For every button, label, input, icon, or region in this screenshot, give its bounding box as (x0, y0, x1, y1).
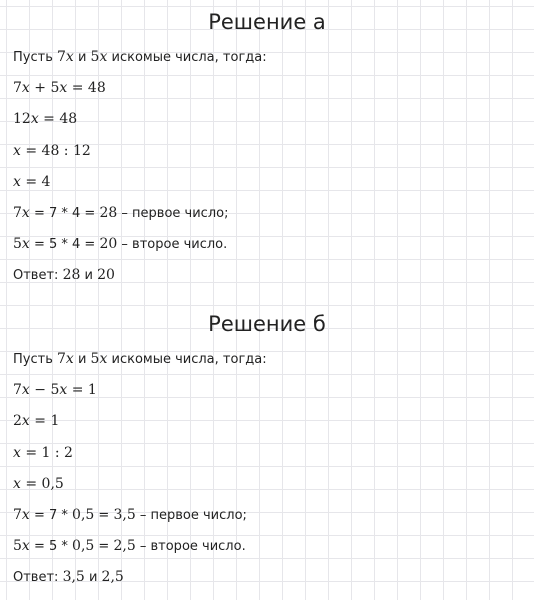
solution-a-second-number: 5x = 5 * 4 = 20 – второе число. (13, 236, 228, 253)
solution-b-intro: Пусть 7x и 5x искомые числа, тогда: (13, 351, 267, 367)
solution-a-title: Решение а (208, 10, 326, 34)
solution-a-intro: Пусть 7x и 5x искомые числа, тогда: (13, 49, 267, 65)
solution-b-title: Решение б (208, 312, 326, 336)
solution-a-section (0, 0, 534, 292)
solution-a-equation-3: x = 48 : 12 (13, 142, 91, 159)
solution-a-answer: Ответ: 28 и 20 (13, 267, 115, 284)
solution-b-second-number: 5x = 5 * 0,5 = 2,5 – второе число. (13, 538, 246, 555)
solution-a-equation-4: x = 4 (13, 173, 51, 190)
solution-b-equation-1: 7x − 5x = 1 (13, 382, 97, 399)
solution-a-equation-2: 12x = 48 (13, 111, 78, 128)
solution-a-first-number: 7x = 7 * 4 = 28 – первое число; (13, 204, 229, 221)
solution-b-equation-4: x = 0,5 (13, 475, 64, 492)
solution-a-equation-1: 7x + 5x = 48 (13, 80, 106, 97)
solution-b-equation-2: 2x = 1 (13, 413, 60, 430)
solution-b-first-number: 7x = 7 * 0,5 = 3,5 – первое число; (13, 506, 247, 523)
solution-b-equation-3: x = 1 : 2 (13, 444, 73, 461)
solution-b-section (0, 302, 534, 594)
solution-b-answer: Ответ: 3,5 и 2,5 (13, 569, 124, 586)
